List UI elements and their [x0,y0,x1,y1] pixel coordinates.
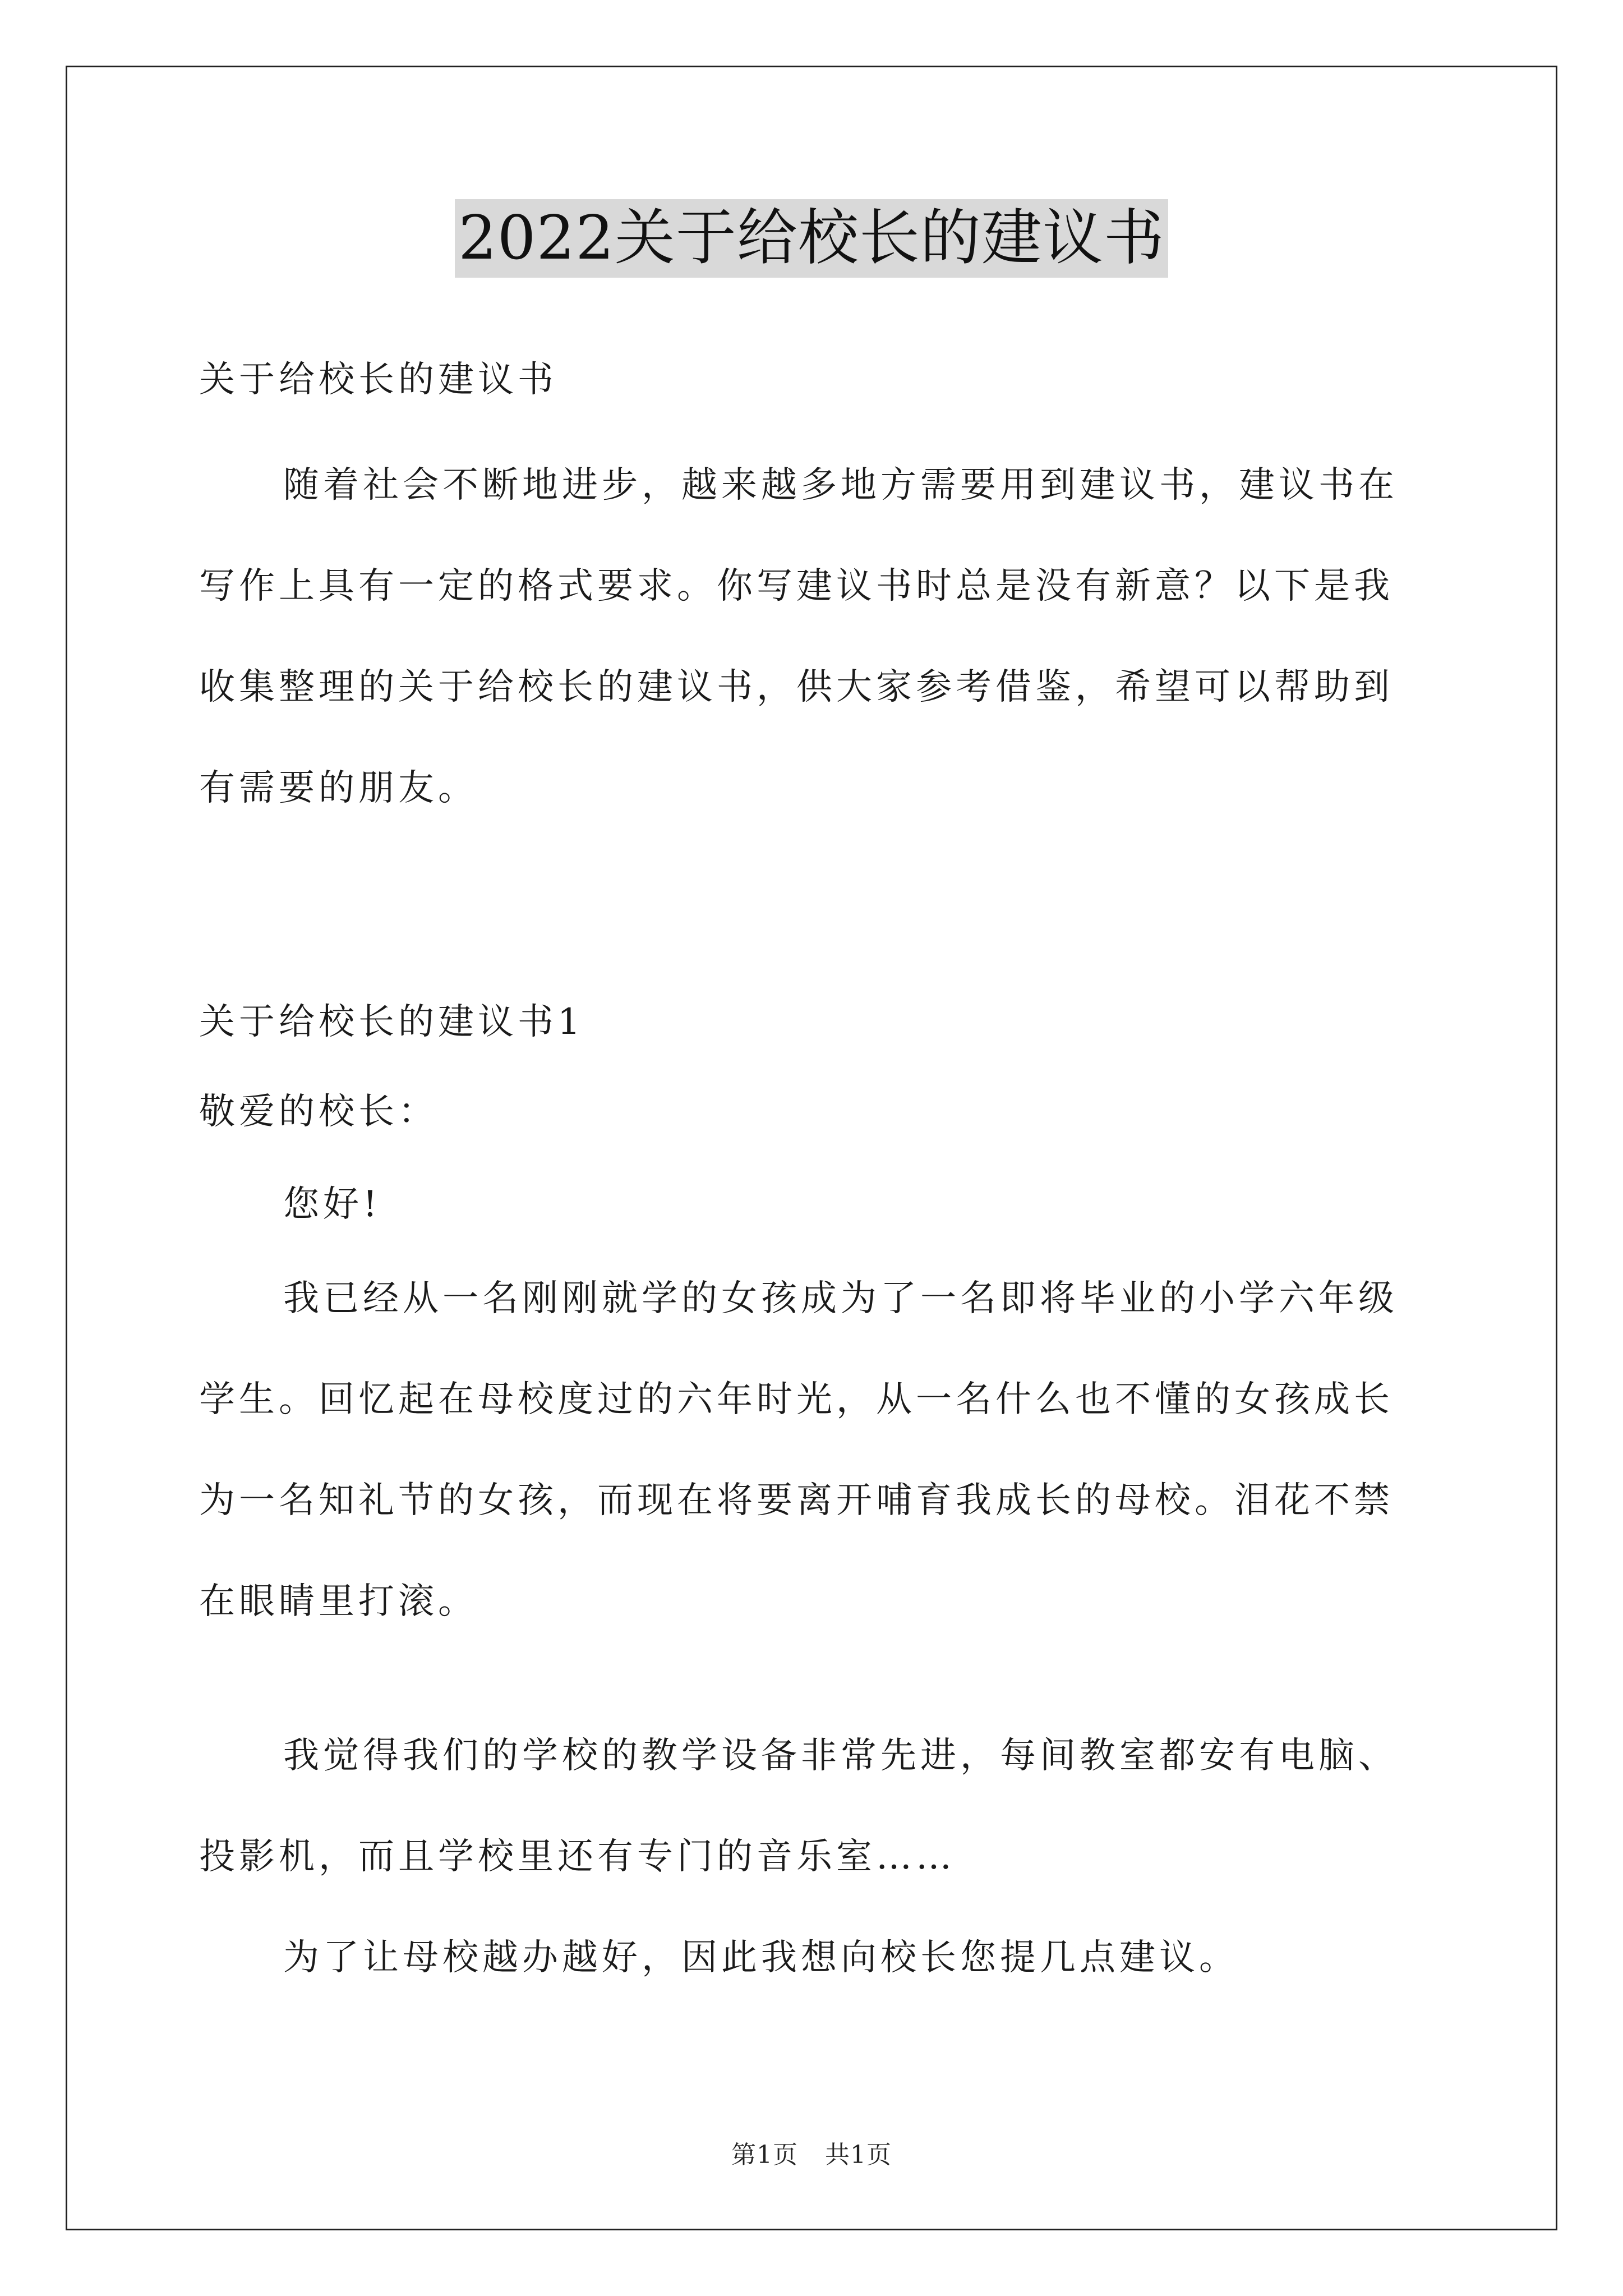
page-total: 共1页 [825,2141,892,2169]
document-title: 2022关于给校长的建议书 [455,199,1168,278]
page-footer [0,2134,1623,2170]
paragraph-line: 为了让母校越办越好，因此我想向校长您提几点建议。 [283,1937,1239,1978]
intro-line: 写作上具有一定的格式要求。你写建议书时总是没有新意？以下是我 [199,565,1394,607]
paragraph-line: 我觉得我们的学校的教学设备非常先进，每间教室都安有电脑、 [283,1735,1398,1777]
section-heading: 关于给校长的建议书1 [199,1001,584,1043]
salutation: 敬爱的校长： [199,1091,438,1133]
paragraph-1 [199,1248,1433,1652]
greeting: 您好! [283,1184,381,1225]
intro-line: 有需要的朋友。 [199,767,478,809]
paragraph-line: 在眼睛里打滚。 [199,1581,478,1622]
paragraph-line: 为一名知礼节的女孩，而现在将要离开哺育我成长的母校。泪花不禁 [199,1480,1394,1521]
intro-line: 随着社会不断地进步，越来越多地方需要用到建议书，建议书在 [283,464,1398,506]
intro-line: 收集整理的关于给校长的建议书，供大家参考借鉴，希望可以帮助到 [199,666,1394,708]
paragraph-line: 我已经从一名刚刚就学的女孩成为了一名即将毕业的小学六年级 [283,1278,1398,1319]
page-number: 第1页 [731,2141,798,2169]
title-container [0,199,1623,278]
intro-paragraph [199,435,1433,839]
paragraph-3 [199,1907,1433,2008]
paragraph-line: 投影机，而且学校里还有专门的音乐室…… [199,1836,956,1878]
paragraph-2 [199,1705,1433,1907]
document-subtitle: 关于给校长的建议书 [199,359,557,401]
paragraph-line: 学生。回忆起在母校度过的六年时光，从一名什么也不懂的女孩成长 [199,1379,1394,1420]
